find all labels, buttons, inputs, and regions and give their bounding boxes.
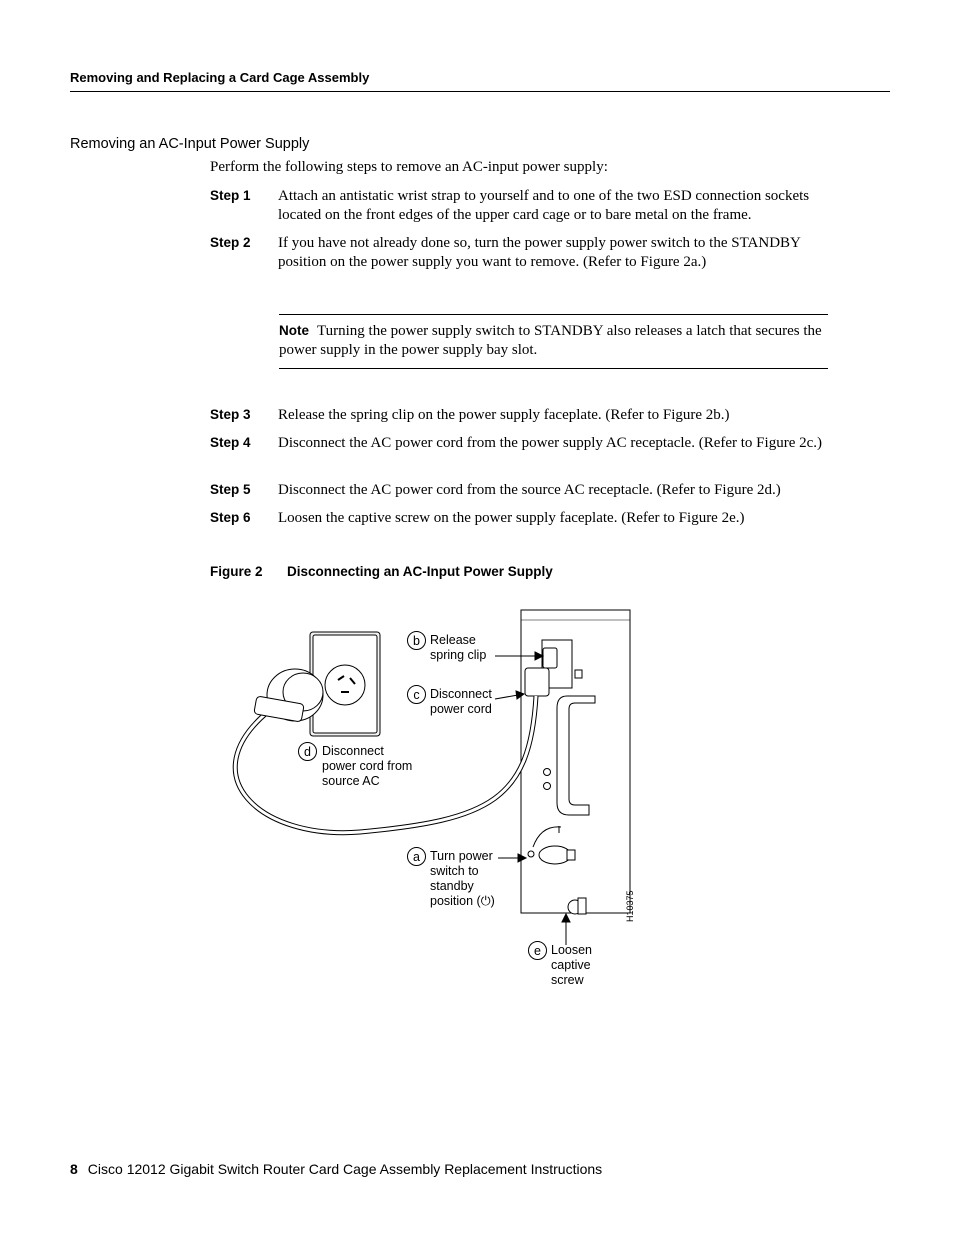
figure-title: Disconnecting an AC-Input Power Supply	[287, 564, 553, 579]
step-label: Step 2	[210, 235, 251, 250]
header-rule	[70, 91, 890, 92]
page-footer	[70, 1161, 602, 1177]
note-body: Turning the power supply switch to STANDBY also releases a latch that secures the power supply in the power supply bay slot.	[279, 323, 822, 358]
step-label: Step 5	[210, 482, 251, 497]
step-text: Release the spring clip on the power supply faceplate. (Refer to Figure 2b.)	[278, 407, 730, 423]
callout-c-label: Disconnect power cord	[430, 687, 492, 716]
intro-paragraph: Perform the following steps to remove an AC-input power supply:	[210, 159, 608, 175]
callout-e-marker: e	[528, 941, 547, 960]
note-label: Note	[279, 323, 309, 338]
figure-caption	[210, 564, 553, 579]
callout-a-marker: a	[407, 847, 426, 866]
step-label: Step 1	[210, 188, 251, 203]
figure-number: Figure 2	[210, 564, 263, 579]
step-label: Step 4	[210, 435, 251, 450]
callout-a-label: Turn power switch to standby position (⏻)	[430, 849, 495, 908]
callout-d-marker: d	[298, 742, 317, 761]
step-text: Disconnect the AC power cord from the power supply AC receptacle. (Refer to Figure 2c.)	[278, 435, 822, 451]
running-header: Removing and Replacing a Card Cage Assembly	[70, 70, 370, 85]
step-text: Loosen the captive screw on the power supply faceplate. (Refer to Figure 2e.)	[278, 510, 745, 526]
note-box	[279, 314, 828, 369]
callout-e-label: Loosen captive screw	[551, 943, 593, 987]
page-number: 8	[70, 1161, 78, 1177]
step-label: Step 6	[210, 510, 251, 525]
note-text	[279, 321, 828, 360]
wall-plug	[254, 669, 323, 722]
step-text: Disconnect the AC power cord from the source AC receptacle. (Refer to Figure 2d.)	[278, 482, 781, 498]
step-label: Step 3	[210, 407, 251, 422]
figure-id-container	[624, 883, 636, 923]
callout-c-marker: c	[407, 685, 426, 704]
step-text: If you have not already done so, turn the power supply power switch to the STANDBY position on the power supply you want to remove. (Refer to Figure 2a.)	[278, 235, 801, 270]
section-title: Removing an AC-Input Power Supply	[70, 136, 310, 152]
callout-d-label: Disconnect power cord from source AC	[322, 744, 413, 788]
step-text: Attach an antistatic wrist strap to yourself and to one of the two ESD connection sockets located on the front edges of the upper card cage or to bare metal on the frame.	[278, 188, 810, 223]
figure-id: H10375	[625, 890, 635, 922]
figure-illustration	[200, 600, 660, 1000]
footer-doc-title: Cisco 12012 Gigabit Switch Router Card Cage Assembly Replacement Instructions	[87, 1161, 603, 1177]
callout-b-label: Release spring clip	[430, 633, 487, 662]
callout-b-marker: b	[407, 631, 426, 650]
